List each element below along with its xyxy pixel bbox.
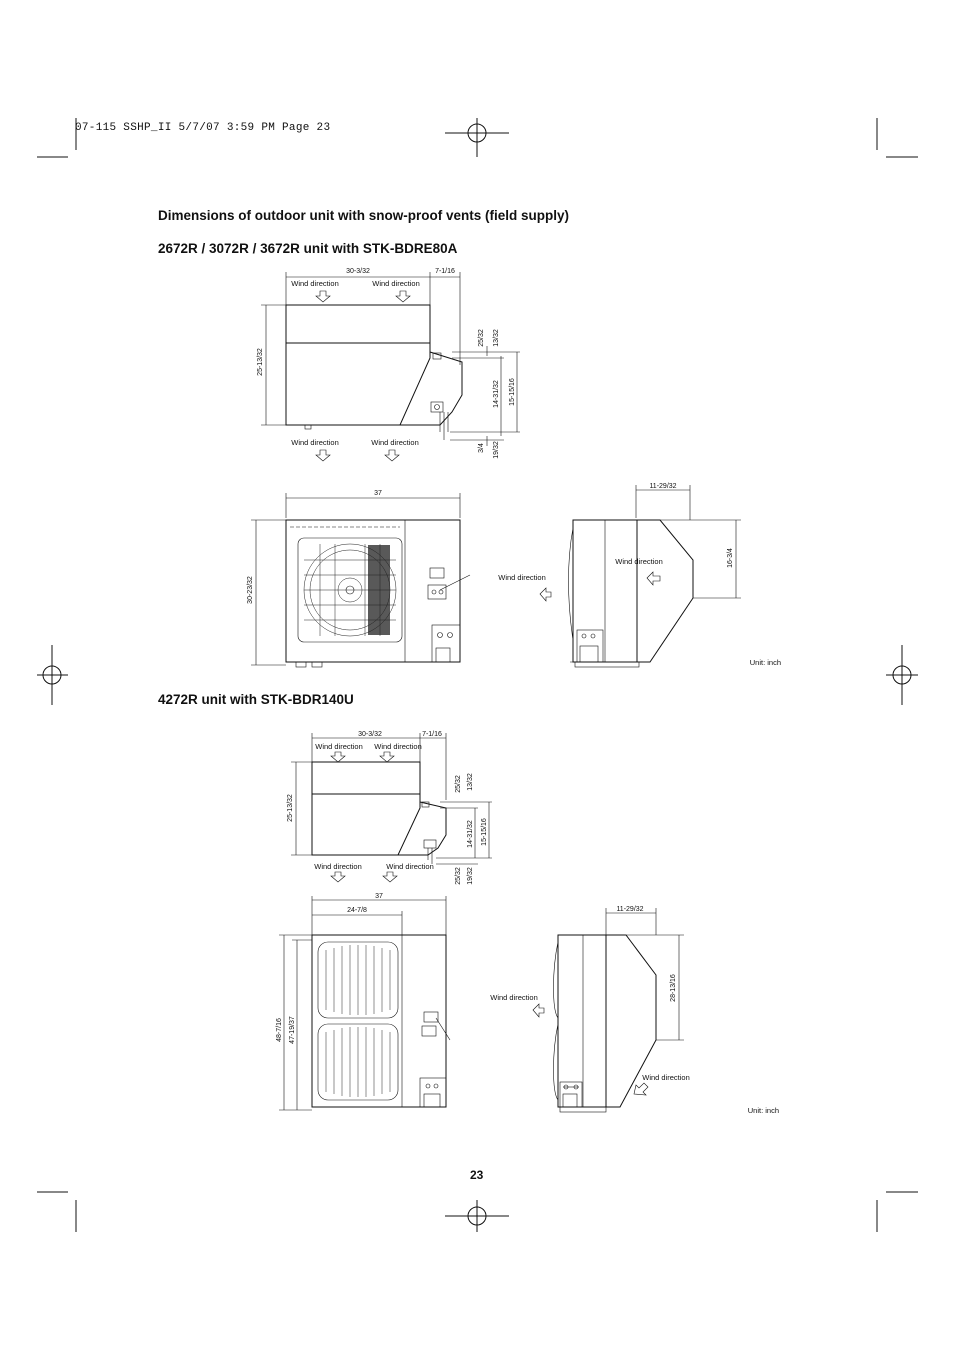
s2-wind-label-3: Wind direction xyxy=(314,862,362,871)
s2-dim-side-height: 28-13/16 xyxy=(670,974,677,1002)
s2-dim-d3: 14-31/32 xyxy=(467,820,474,848)
s2-wind-label-5: Wind direction xyxy=(490,993,538,1002)
s1-unit-label: Unit: inch xyxy=(749,658,781,667)
s1-wind-label-3: Wind direction xyxy=(291,438,339,447)
s2-dim-d2: 13/32 xyxy=(467,773,474,791)
s1-dim-width-top: 30-3/32 xyxy=(346,268,370,275)
s1-dim-d6: 19/32 xyxy=(493,441,500,459)
s2-dim-d6: 19/32 xyxy=(467,867,474,885)
print-slug: 07-115 SSHP_II 5/7/07 3:59 PM Page 23 xyxy=(75,122,331,134)
s1-dim-front-height: 30-23/32 xyxy=(247,576,254,604)
s1-wind-arrow-left xyxy=(540,588,551,601)
s1-dim-d4: 15-15/16 xyxy=(509,378,516,406)
s1-dim-side-height: 16-3/4 xyxy=(727,548,734,568)
page-title: Dimensions of outdoor unit with snow-proof vents (field supply) xyxy=(158,208,569,223)
s2-dim-d1: 25/32 xyxy=(455,775,462,793)
s2-unit-label: Unit: inch xyxy=(747,1106,779,1115)
s1-side-view-top xyxy=(257,268,520,461)
s1-dim-side-depth: 11-29/32 xyxy=(649,483,677,490)
s2-front-view xyxy=(276,893,450,1110)
s2-dim-height-left: 25-13/32 xyxy=(287,794,294,822)
s2-wind-arrow-down-4 xyxy=(383,872,397,882)
s2-dim-side-depth: 11-29/32 xyxy=(616,906,644,913)
s1-wind-label-1: Wind direction xyxy=(291,279,339,288)
section1-heading: 2672R / 3072R / 3672R unit with STK-BDRE80A xyxy=(158,241,458,256)
s2-dim-d4: 15-15/16 xyxy=(481,818,488,846)
s1-fan-grille xyxy=(304,544,396,636)
s2-wind-label-6: Wind direction xyxy=(642,1073,690,1082)
s2-wind-arrow-down-1 xyxy=(331,752,345,762)
s1-side-view xyxy=(498,483,781,667)
s2-wind-label-2: Wind direction xyxy=(374,742,422,751)
registration-mark-top xyxy=(445,118,509,157)
s1-wind-arrow-down-1 xyxy=(316,291,330,302)
registration-mark-right xyxy=(886,645,918,705)
s2-wind-arrow-left xyxy=(533,1004,544,1017)
s2-side-view-top xyxy=(287,731,492,885)
s2-wind-label-1: Wind direction xyxy=(315,742,363,751)
s2-wind-arrow-down-2 xyxy=(380,752,394,762)
s1-dim-d1: 25/32 xyxy=(478,329,485,347)
s1-dim-d3: 14-31/32 xyxy=(493,380,500,408)
s1-wind-arrow-left-2 xyxy=(647,572,660,585)
s2-dim-hood-top: 7-1/16 xyxy=(422,731,442,738)
s1-wind-label-5: Wind direction xyxy=(498,573,546,582)
s1-dim-hood-top: 7-1/16 xyxy=(435,268,455,275)
s2-dim-front-height2: 47-19/37 xyxy=(289,1016,296,1044)
s2-dim-front-inner: 24-7/8 xyxy=(347,907,367,914)
s1-wind-arrow-down-2 xyxy=(396,291,410,302)
s1-dim-front-width: 37 xyxy=(374,490,382,497)
s2-dim-width-top: 30-3/32 xyxy=(358,731,382,738)
s1-wind-arrow-down-3 xyxy=(316,450,330,461)
crop-marks xyxy=(37,118,918,1232)
s2-wind-label-4: Wind direction xyxy=(386,862,434,871)
s1-front-view xyxy=(247,490,470,667)
s1-dim-height-left: 25-13/32 xyxy=(257,348,264,376)
s2-wind-arrow-diag xyxy=(634,1083,648,1095)
s1-wind-label-2: Wind direction xyxy=(372,279,420,288)
section2-heading: 4272R unit with STK-BDR140U xyxy=(158,692,354,707)
s2-wind-arrow-down-3 xyxy=(331,872,345,882)
s1-wind-label-6: Wind direction xyxy=(615,557,663,566)
s2-dim-front-width: 37 xyxy=(375,893,383,900)
registration-mark-bottom xyxy=(445,1200,509,1232)
s2-side-view xyxy=(490,906,779,1115)
s2-dim-d5: 25/32 xyxy=(455,867,462,885)
registration-mark-left xyxy=(37,645,68,705)
page-number: 23 xyxy=(470,1168,484,1182)
s1-dim-d2: 13/32 xyxy=(493,329,500,347)
s1-wind-label-4: Wind direction xyxy=(371,438,419,447)
s1-wind-arrow-down-4 xyxy=(385,450,399,461)
s2-dim-front-height: 48-7/16 xyxy=(276,1018,283,1042)
s1-dim-d5: 3/4 xyxy=(478,443,485,453)
s2-fan-grille xyxy=(326,945,390,1097)
